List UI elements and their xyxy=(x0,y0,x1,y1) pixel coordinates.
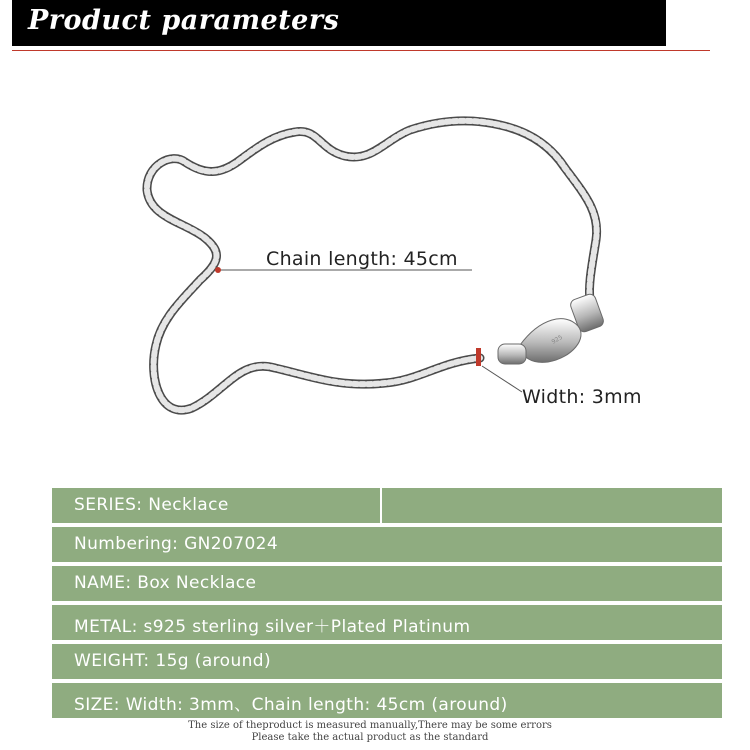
spec-row-name xyxy=(52,566,722,601)
spec-size: SIZE: Width: 3mm、Chain length: 45cm (around) xyxy=(74,695,508,715)
measurement-notes xyxy=(0,720,740,744)
page-title: Product parameters xyxy=(28,5,340,36)
clasp xyxy=(498,293,605,364)
note-line-2: Please take the actual product as the standard xyxy=(251,732,489,743)
spec-name: NAME: Box Necklace xyxy=(74,573,257,593)
chain-length-marker xyxy=(215,267,221,273)
cell-divider xyxy=(380,488,382,523)
width-leader xyxy=(482,366,522,392)
product-image xyxy=(0,60,750,480)
svg-text:925: 925 xyxy=(550,333,564,346)
header-bar xyxy=(12,0,666,46)
spec-table xyxy=(52,488,722,722)
spec-row-numbering xyxy=(52,527,722,562)
chain-length-label: Chain length: 45cm xyxy=(266,248,458,270)
spec-row-size xyxy=(52,683,722,718)
note-line-1: The size of theproduct is measured manually,There may be some errors xyxy=(188,720,552,731)
spec-metal: METAL: s925 sterling silver＋Plated Platinum xyxy=(74,617,471,637)
header-divider xyxy=(12,50,710,51)
spec-row-metal xyxy=(52,605,722,640)
spec-series: SERIES: Necklace xyxy=(74,495,229,515)
spec-numbering: Numbering: GN207024 xyxy=(74,534,279,554)
width-label: Width: 3mm xyxy=(522,386,642,408)
spec-weight: WEIGHT: 15g (around) xyxy=(74,651,272,671)
spec-row-weight xyxy=(52,644,722,679)
necklace-illustration xyxy=(0,60,750,480)
width-marker xyxy=(476,348,481,366)
spec-row-series xyxy=(52,488,722,523)
